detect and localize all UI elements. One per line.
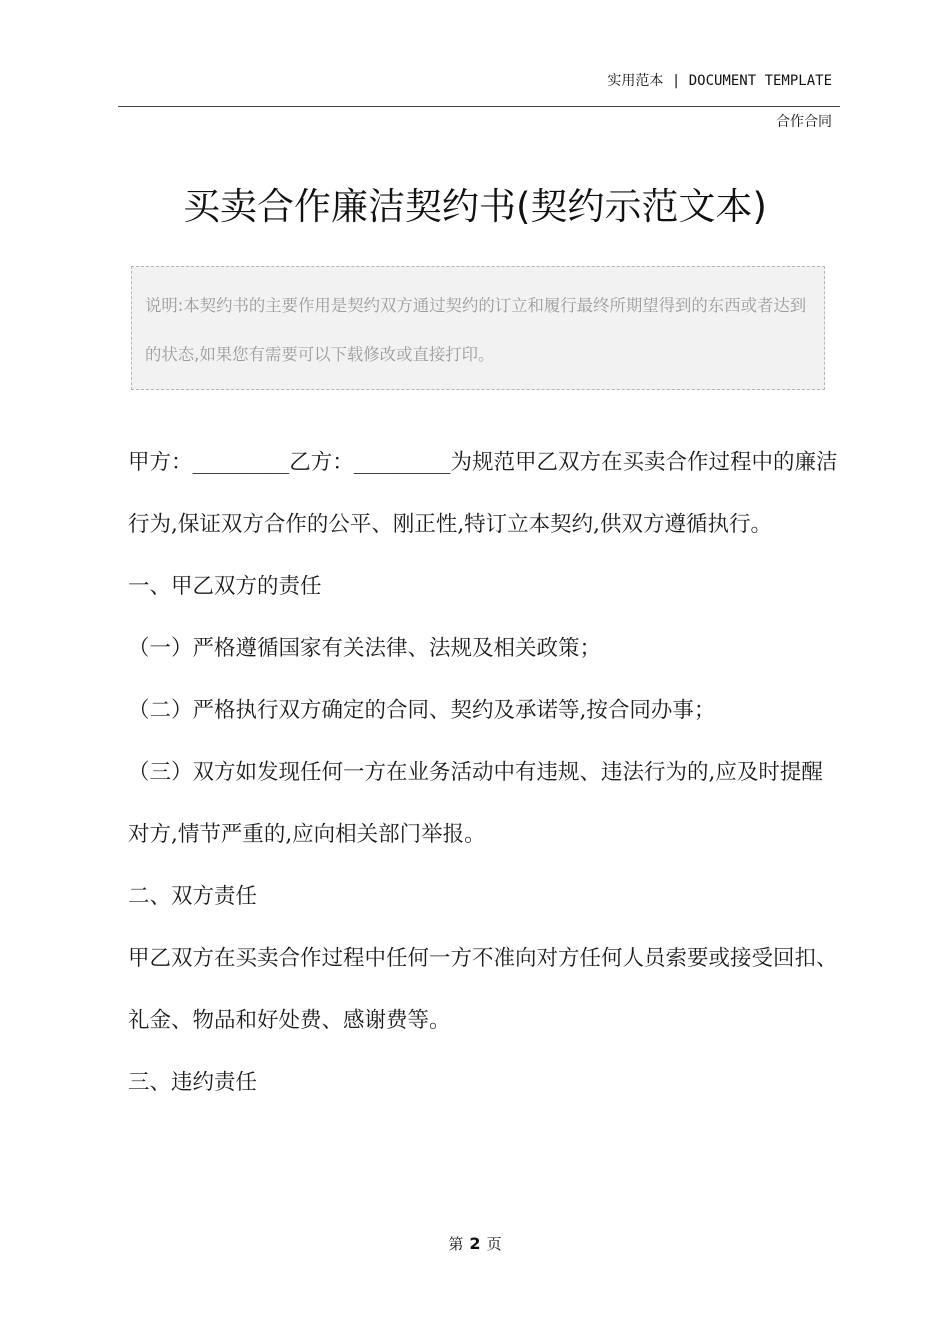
document-body [128, 432, 842, 1114]
page-number [0, 1233, 950, 1254]
clause-1-3: （三）双方如发现任何一方在业务活动中有违规、违法行为的,应及时提醒对方,情节严重的,应向相关部门举报。 [128, 760, 823, 847]
document-title: 买卖合作廉洁契约书(契约示范文本) [183, 185, 767, 228]
intro-paragraph: 甲方：_________乙方：_________为规范甲乙双方在买卖合作过程中的廉洁行为,保证双方合作的公平、刚正性,特订立本契约,供双方遵循执行。 [128, 450, 838, 537]
description-text: 说明:本契约书的主要作用是契约双方通过契约的订立和履行最终所期望得到的东西或者达到的状态,如果您有需要可以下载修改或直接打印。 [145, 296, 807, 364]
header-divider [118, 106, 840, 107]
header-category: 合作合同 [776, 114, 832, 130]
header-label: 实用范本 | DOCUMENT TEMPLATE [607, 73, 832, 89]
section-heading-3: 三、违约责任 [128, 1070, 258, 1095]
clause-1-2: （二）严格执行双方确定的合同、契约及承诺等,按合同办事； [128, 698, 716, 723]
clause-1-1: （一）严格遵循国家有关法律、法规及相关政策； [128, 636, 602, 661]
section-heading-1: 一、甲乙双方的责任 [128, 574, 322, 599]
page-suffix: 页 [486, 1235, 502, 1253]
section-heading-2: 二、双方责任 [128, 884, 258, 909]
page-number-value: 2 [469, 1234, 481, 1253]
description-box [131, 266, 825, 390]
clause-2: 甲乙双方在买卖合作过程中任何一方不准向对方任何人员索要或接受回扣、礼金、物品和好处费、感谢费等。 [128, 946, 838, 1033]
page-prefix: 第 [448, 1235, 464, 1253]
